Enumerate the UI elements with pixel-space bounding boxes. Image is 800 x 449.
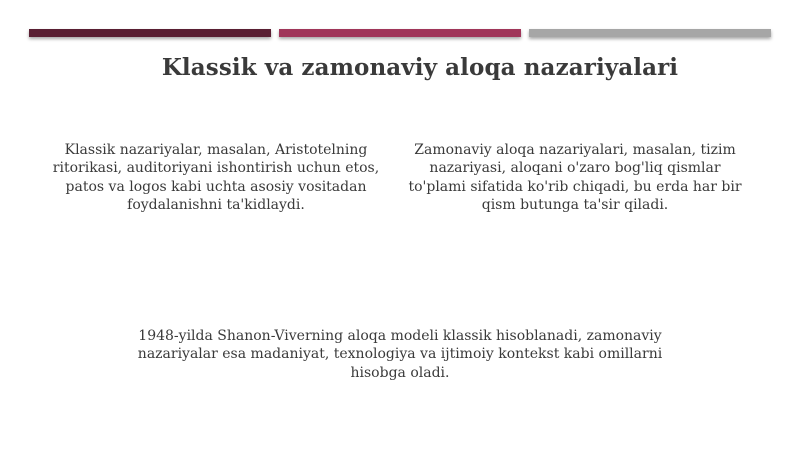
slide-title: Klassik va zamonaviy aloqa nazariyalari <box>161 54 679 81</box>
summary-text: 1948-yilda Shanon-Viverning aloqa modeli klassik hisoblanadi, zamonaviy nazariyalar esa madaniyat, texnologiya va ijtimoiy kontekst kabi omillarni hisobga oladi. <box>137 328 663 381</box>
classic-theories-text: Klassik nazariyalar, masalan, Aristotelning ritorikasi, auditoriyani ishontirish uchun etos, patos va logos kabi uchta asosiy vositadan foydalanishni ta'kidlaydi. <box>52 142 380 214</box>
accent-bar-gray <box>529 29 771 37</box>
accent-bar-magenta <box>279 29 521 37</box>
modern-theories-text: Zamonaviy aloqa nazariyalari, masalan, tizim nazariyasi, aloqani o'zaro bog'liq qismlar to'plami sifatida ko'rib chiqadi, bu erda har bir qism butunga ta'sir qiladi. <box>408 142 742 214</box>
accent-bar-dark-red <box>29 29 271 37</box>
